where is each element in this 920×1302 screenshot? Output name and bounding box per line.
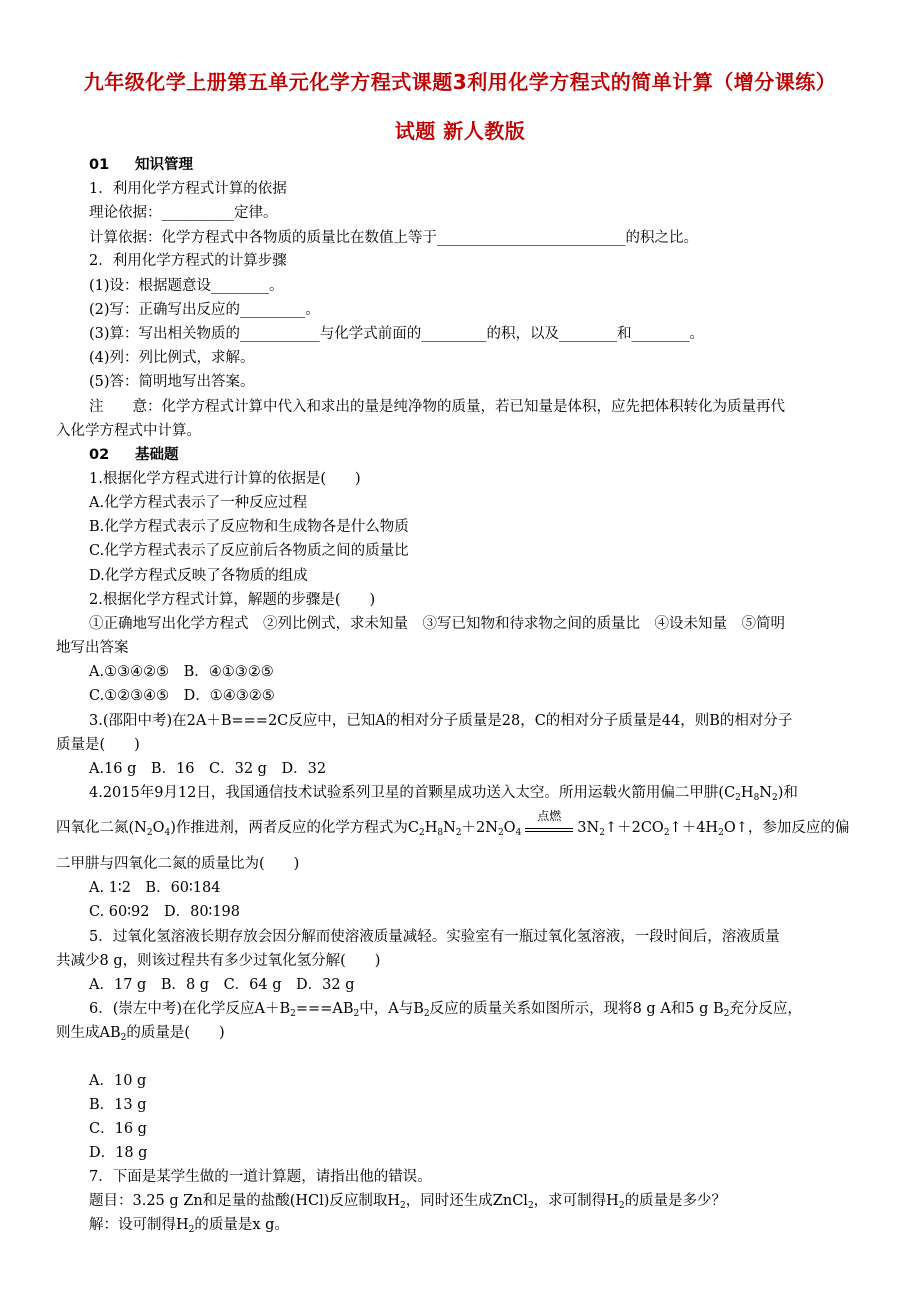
question-5-stem: 5．过氧化氢溶液长期存放会因分解而使溶液质量减轻。实验室有一瓶过氧化氢溶液，一段时间后，溶液质量 [89, 929, 780, 945]
question-4-stem [89, 783, 798, 803]
text-line: (1)设：根据题意设________。 [89, 278, 284, 294]
question-4-stem-cont: 二甲肼与四氧化二氮的质量比为( ) [56, 856, 300, 872]
document-title-line2: 试题 新人教版 [394, 119, 526, 143]
section-label: 知识管理 [135, 157, 193, 173]
question-2-steps: ①正确地写出化学方程式 ②列比例式，求未知量 ③写已知物和待求物之间的质量比 ④设未知量 ⑤简明 [89, 616, 785, 632]
text-run: ↑＋2CO [604, 820, 664, 836]
question-4-options-cd: C. 60∶92 D．80∶198 [89, 904, 240, 920]
subscript: 2 [423, 1009, 430, 1019]
question-6-stem [89, 999, 802, 1019]
document-title-line1: 九年级化学上册第五单元化学方程式课题3利用化学方程式的简单计算（增分课练） [83, 70, 837, 94]
subscript: 4 [515, 828, 522, 838]
subscript: 2 [290, 1009, 296, 1019]
question-1-stem: 1.根据化学方程式进行计算的依据是( ) [89, 471, 361, 487]
text-run: N [759, 785, 772, 801]
text-run: ＋2N [461, 820, 498, 836]
subscript: 2 [723, 1009, 730, 1019]
question-1-option-c: C.化学方程式表示了反应前后各物质之间的质量比 [89, 543, 409, 559]
question-7-topic [89, 1191, 726, 1211]
text-run: ，求可制得H [533, 1193, 619, 1209]
question-6-stem-cont [56, 1023, 225, 1043]
reaction-condition-label: 点燃 [537, 809, 562, 823]
subscript: 2 [527, 1201, 534, 1211]
text-line: 理论依据：__________定律。 [89, 205, 278, 221]
double-line [525, 828, 573, 832]
subscript: 2 [735, 793, 741, 803]
question-7-stem: 7．下面是某学生做的一道计算题，请指出他的错误。 [89, 1169, 432, 1185]
subscript: 2 [400, 1201, 406, 1211]
question-1-option-d: D.化学方程式反映了各物质的组成 [89, 568, 308, 584]
reaction-condition-arrow [525, 809, 573, 832]
subscript: 2 [718, 828, 724, 838]
text-line: (2)写：正确写出反应的_________。 [89, 302, 320, 318]
subscript: 2 [353, 1009, 360, 1019]
note-line: 注 意：化学方程式计算中代入和求出的量是纯净物的质量，若已知量是体积，应先把体积转化为质量再代 [89, 399, 785, 415]
text-run: 4.2015年9月12日，我国通信技术试验系列卫星的首颗星成功送入太空。所用运载火箭用偏二甲肼(C [89, 785, 736, 801]
text-run: 的质量是多少？ [624, 1193, 727, 1209]
text-run: O [503, 820, 516, 836]
text-line: (5)答：简明地写出答案。 [89, 374, 255, 390]
text-run: 四氧化二氮(N [56, 820, 147, 836]
question-6-option-a: A．10 g [89, 1073, 147, 1089]
question-2-options-cd: C.①②③④⑤ D．①④③②⑤ [89, 688, 275, 704]
text-run: ↑＋4H [669, 820, 719, 836]
text-run: )作推进剂，两者反应的化学方程式为C [170, 820, 419, 836]
text-run: O↑，参加反应的偏 [723, 820, 850, 836]
subscript: 4 [164, 828, 171, 838]
text-run: 题目：3.25 g Zn和足量的盐酸(HCl)反应制取H [89, 1193, 401, 1209]
subscript: 2 [599, 828, 605, 838]
question-1-option-b: B.化学方程式表示了反应物和生成物各是什么物质 [89, 519, 409, 535]
question-3-options: A.16 g B．16 C．32 g D．32 [89, 761, 327, 777]
section-label: 基础题 [135, 447, 179, 463]
subscript: 2 [455, 828, 462, 838]
subscript: 2 [188, 1225, 195, 1235]
text-run: ，同时还生成ZnCl [405, 1193, 528, 1209]
text-run: H [740, 785, 754, 801]
text-run: 充分反应， [729, 1001, 802, 1017]
text-run: 反应的质量关系如图所示，现将8 g A和5 g B [429, 1001, 724, 1017]
text-run: 则生成AB [56, 1025, 121, 1041]
subscript: 2 [146, 828, 153, 838]
question-5-options: A．17 g B．8 g C．64 g D．32 g [89, 977, 355, 993]
question-2-options-ab: A.①③④②⑤ B．④①③②⑤ [89, 664, 274, 680]
question-2-steps-cont: 地写出答案 [56, 640, 129, 656]
section-heading-basic [89, 445, 179, 465]
subscript: 2 [120, 1033, 127, 1043]
text-run: H [424, 820, 438, 836]
question-3-stem: 3.(邵阳中考)在2A＋B===2C反应中，已知A的相对分子质量是28，C的相对分子质量是44，则B的相对分子 [89, 713, 793, 729]
question-7-solution [89, 1215, 289, 1235]
subscript: 2 [771, 793, 778, 803]
section-number: 01 [89, 157, 110, 173]
text-line: 1．利用化学方程式计算的依据 [89, 181, 287, 197]
text-run: O [152, 820, 165, 836]
question-6-option-c: C．16 g [89, 1121, 147, 1137]
text-line: 计算依据：化学方程式中各物质的质量比在数值上等于__________________________的积之比。 [89, 230, 698, 246]
text-line: (3)算：写出相关物质的___________与化学式前面的_________的积，以及________和________。 [89, 326, 705, 342]
text-run: ===AB [295, 1001, 354, 1017]
subscript: 2 [418, 828, 425, 838]
text-run: 6．(崇左中考)在化学反应A＋B [89, 1001, 291, 1017]
text-run: 解：设可制得H [89, 1217, 189, 1233]
question-2-stem: 2.根据化学方程式计算，解题的步骤是( ) [89, 592, 376, 608]
question-4-equation-line [56, 809, 850, 838]
question-6-option-b: B．13 g [89, 1097, 147, 1113]
text-run: 3N [577, 820, 600, 836]
text-run: N [443, 820, 456, 836]
text-line: (4)列：列比例式，求解。 [89, 350, 255, 366]
question-1-option-a: A.化学方程式表示了一种反应过程 [89, 495, 308, 511]
text-run: 中，A与B [359, 1001, 424, 1017]
subscript: 2 [497, 828, 504, 838]
subscript: 2 [663, 828, 670, 838]
text-run: )和 [777, 785, 798, 801]
question-5-stem-cont: 共减少8 g，则该过程共有多少过氧化氢分解( ) [56, 953, 381, 969]
text-run: 的质量是( ) [126, 1025, 225, 1041]
subscript: 8 [437, 828, 444, 838]
section-number: 02 [89, 447, 110, 463]
question-6-option-d: D．18 g [89, 1145, 148, 1161]
text-run: 的质量是x g。 [194, 1217, 289, 1233]
question-4-options-ab: A. 1∶2 B．60∶184 [89, 880, 221, 896]
section-heading-knowledge [89, 155, 193, 175]
subscript: 2 [618, 1201, 625, 1211]
question-3-stem-cont: 质量是( ) [56, 737, 140, 753]
subscript: 8 [753, 793, 760, 803]
note-line: 入化学方程式中计算。 [56, 423, 201, 439]
text-line: 2．利用化学方程式的计算步骤 [89, 253, 287, 269]
